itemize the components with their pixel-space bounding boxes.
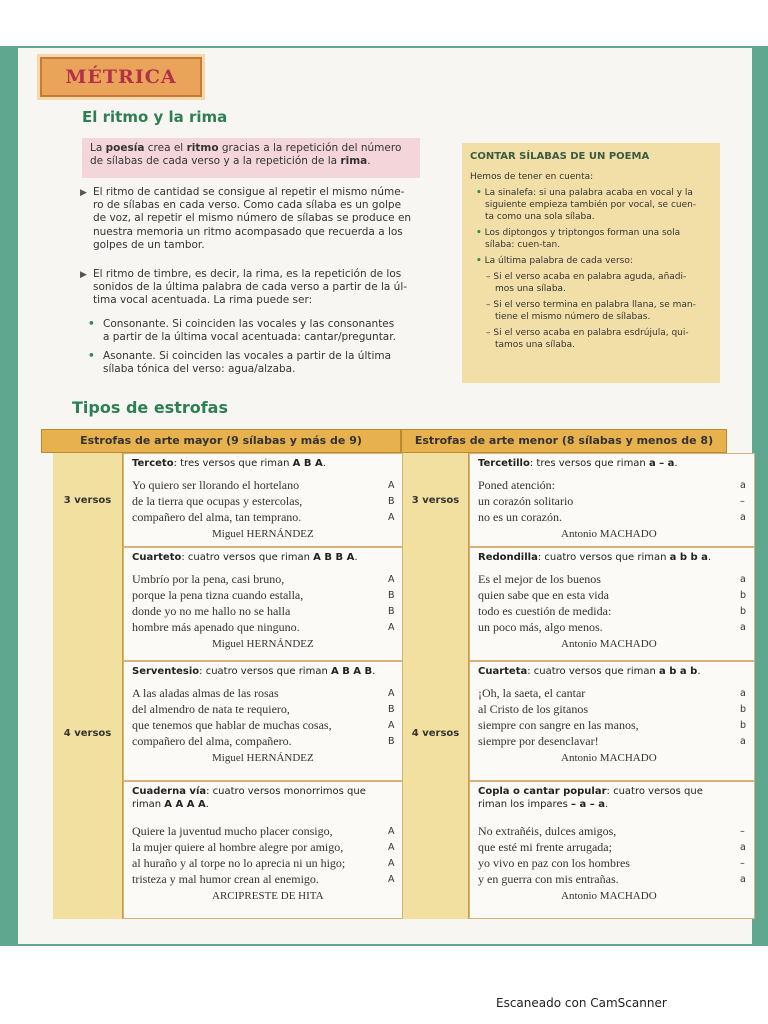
stanza-cell (469, 453, 755, 547)
verse-line: al huraño y al torpe no lo aprecia ni un higo; (132, 856, 346, 870)
sidebox-subitem: – Si el verso termina en palabra llana, se man- tiene el mismo número de sílabas. (486, 300, 696, 322)
rhyme-mark: a (740, 622, 746, 633)
stanza-cell (469, 547, 755, 661)
paragraph-line: a partir de la última vocal acentuada: cantar/preguntar. (103, 331, 396, 344)
intro-text: La (90, 142, 106, 154)
verse-line: que esté mi frente arrugada; (478, 840, 612, 854)
row-label-3-versos-right: 3 versos (403, 453, 469, 547)
sidebox-line: ta como una sola sílaba. (485, 212, 595, 222)
paragraph-line: nuestra memoria un ritmo acompasado que recuerda a los (93, 225, 403, 238)
stanza-desc: riman los impares (478, 799, 571, 810)
rhyme-mark: A (388, 574, 395, 585)
sidebox-line: Si el verso termina en palabra llana, se man- (493, 300, 696, 310)
intro-box (82, 138, 420, 178)
author: Antonio MACHADO (561, 890, 657, 902)
stanza-desc: : cuatro versos monorrimos que (206, 786, 366, 797)
rhyme-mark: B (388, 704, 395, 715)
verse-line: ¡Oh, la saeta, el cantar (478, 686, 586, 700)
rhyme-mark: – (740, 858, 745, 869)
verse-line: no es un corazón. (478, 510, 562, 524)
rhyme-scheme: a b b a (669, 552, 708, 563)
paragraph-line: El ritmo de cantidad se consigue al repetir el mismo núme- (93, 186, 405, 198)
stanza-name: Copla o cantar popular (478, 786, 607, 797)
verse-line: la mujer quiere al hombre alegre por amigo, (132, 840, 344, 854)
sidebox-line: siguiente empieza también por vocal, se cuen- (485, 200, 697, 210)
stanza-cell (123, 453, 403, 547)
stanza-name: Tercetillo (478, 458, 530, 469)
intro-line-1 (90, 142, 412, 155)
intro-bold: rima (340, 155, 368, 167)
verse-line: yo vivo en paz con los hombres (478, 856, 630, 870)
rhyme-mark: A (388, 842, 395, 853)
sidebox-line: sílaba: cuen-tan. (485, 240, 561, 250)
rhyme-mark: b (740, 606, 747, 617)
section-badge (40, 57, 202, 97)
bullet-dot-icon: • (476, 228, 482, 238)
paragraph-line: ro de sílabas en cada verso. Como cada sílaba es un golpe (93, 199, 402, 212)
stanza-cell (469, 781, 755, 919)
stanza-name: Serventesio (132, 666, 200, 677)
rhyme-scheme: A B B A (313, 552, 355, 563)
stanza-cell (123, 661, 403, 781)
stanza-name: Terceto (132, 458, 174, 469)
badge-label: MÉTRICA (65, 66, 177, 88)
verse-line: porque la pena tizna cuando estalla, (132, 588, 304, 602)
rhyme-scheme: A B A B (330, 666, 373, 677)
intro-text: de sílabas de cada verso y a la repetición de la (90, 155, 341, 167)
intro-bold: poesía (105, 142, 145, 154)
rima-asonante (88, 350, 438, 376)
rhyme-mark: A (388, 512, 395, 523)
rima-consonante (88, 318, 438, 344)
author: Antonio MACHADO (561, 752, 657, 764)
rhyme-mark: – (740, 826, 745, 837)
scanner-watermark: Escaneado con CamScanner (496, 996, 667, 1010)
table-header-arte-menor: Estrofas de arte menor (8 sílabas y menos de 8) (401, 429, 727, 453)
stanza-title (132, 785, 396, 811)
verse-line: Quiere la juventud mucho placer consigo, (132, 824, 333, 838)
verse-line: al Cristo de los gitanos (478, 702, 588, 716)
author: Antonio MACHADO (561, 638, 657, 650)
verse-line: donde yo no me hallo no se halla (132, 604, 291, 618)
stanza-name: Cuarteto (132, 552, 182, 563)
verse-line: Poned atención: (478, 478, 555, 492)
verse-line: quien sabe que en esta vida (478, 588, 609, 602)
stanza-title (132, 551, 396, 564)
section-title: Tipos de estrofas (72, 398, 228, 417)
rhyme-scheme: A B A (292, 458, 323, 469)
author: Miguel HERNÁNDEZ (212, 638, 314, 650)
stanza-desc-end: . (674, 458, 678, 469)
sidebox-subitem: – Si el verso acaba en palabra esdrújula, qui- tamos una sílaba. (486, 328, 689, 350)
sidebox-bullet (476, 187, 712, 223)
row-label-3-versos: 3 versos (53, 453, 123, 547)
paragraph-line: Asonante. Si coinciden las vocales a partir de la última (103, 350, 392, 362)
verse-line: hombre más apenado que ninguno. (132, 620, 300, 634)
bullet-dot-icon: • (88, 318, 95, 330)
verse-line: compañero del alma, compañero. (132, 734, 292, 748)
rhyme-mark: A (388, 826, 395, 837)
verse-line: y en guerra con mis entrañas. (478, 872, 619, 886)
intro-text: crea el (144, 142, 187, 154)
rhyme-mark: a (740, 480, 746, 491)
verse-line: compañero del alma, tan temprano. (132, 510, 302, 524)
row-label-4-versos-right: 4 versos (403, 547, 469, 919)
stanza-name: Redondilla (478, 552, 538, 563)
stanza-types-table (41, 429, 757, 919)
rhyme-scheme: – a – a (571, 799, 605, 810)
rhyme-mark: A (388, 874, 395, 885)
stanza-desc: : tres versos que riman (529, 458, 649, 469)
sidebox-bullet (476, 255, 712, 267)
rhyme-mark: a (740, 512, 746, 523)
paragraph-ritmo-timbre (80, 268, 440, 308)
bullet-dot-icon: • (476, 256, 482, 266)
rhyme-mark: – (740, 496, 745, 507)
stanza-desc: : tres versos que riman (173, 458, 293, 469)
rhyme-scheme: a – a (648, 458, 675, 469)
rhyme-mark: a (740, 736, 746, 747)
stanza-desc-end: . (354, 552, 358, 563)
triangle-bullet-icon: ▶ (80, 188, 87, 198)
rhyme-mark: A (388, 622, 395, 633)
rhyme-mark: b (740, 720, 747, 731)
verse-line: que tenemos que hablar de muchas cosas, (132, 718, 332, 732)
verse-line: un corazón solitario (478, 494, 574, 508)
triangle-bullet-icon: ▶ (80, 270, 87, 280)
rhyme-scheme: a b a b (659, 666, 698, 677)
stanza-title (478, 785, 748, 811)
stanza-name: Cuarteta (478, 666, 528, 677)
sidebox-line: Si el verso acaba en palabra aguda, añadi- (493, 272, 687, 282)
verse-line: tristeza y mal humor crean al enemigo. (132, 872, 319, 886)
rhyme-mark: A (388, 720, 395, 731)
stanza-cell (123, 547, 403, 661)
verse-line: Yo quiero ser llorando el hortelano (132, 478, 300, 492)
author: Miguel HERNÁNDEZ (212, 528, 314, 540)
stanza-desc: : cuatro versos que (606, 786, 703, 797)
rhyme-mark: a (740, 574, 746, 585)
sidebox-title: CONTAR SÍLABAS DE UN POEMA (470, 151, 650, 162)
paragraph-ritmo-cantidad (80, 186, 440, 252)
verse-line: de la tierra que ocupas y estercolas, (132, 494, 303, 508)
stanza-desc: riman (132, 799, 165, 810)
stanza-desc-end: . (322, 458, 326, 469)
rhyme-mark: A (388, 858, 395, 869)
stanza-title (478, 665, 748, 678)
bullet-dot-icon: • (88, 350, 95, 362)
rhyme-mark: A (388, 480, 395, 491)
stanza-desc-end: . (205, 799, 209, 810)
syllable-count-box (462, 143, 720, 383)
rhyme-mark: B (388, 496, 395, 507)
paragraph-line: de voz, al repetir el mismo número de sílabas se produce en (93, 212, 412, 225)
verse-line: A las aladas almas de las rosas (132, 686, 279, 700)
verse-line: Umbrío por la pena, casi bruno, (132, 572, 285, 586)
sidebox-line: La sinalefa: si una palabra acaba en vocal y la (484, 188, 693, 198)
rhyme-mark: a (740, 874, 746, 885)
stanza-desc-end: . (707, 552, 712, 563)
intro-bold: ritmo (186, 142, 219, 154)
stanza-cell (469, 661, 755, 781)
stanza-desc: : cuatro versos que riman (537, 552, 670, 563)
author: ARCIPRESTE DE HITA (212, 890, 324, 902)
paragraph-line: tima vocal acentuada. La rima puede ser: (93, 294, 313, 307)
paragraph-line: golpes de un tambor. (93, 238, 205, 251)
page-title: El ritmo y la rima (82, 108, 228, 126)
stanza-title (478, 457, 748, 470)
paragraph-line: Consonante. Si coinciden las vocales y las consonantes (103, 318, 395, 330)
table-header-arte-mayor: Estrofas de arte mayor (9 sílabas y más de 9) (41, 429, 401, 453)
stanza-desc: : cuatro versos que riman (181, 552, 314, 563)
sidebox-line: Los diptongos y triptongos forman una sola (484, 228, 681, 238)
verse-line: del almendro de nata te requiero, (132, 702, 290, 716)
intro-line-2 (90, 155, 412, 168)
author: Antonio MACHADO (561, 528, 657, 540)
stanza-name: Cuaderna vía (132, 786, 207, 797)
verse-line: un poco más, algo menos. (478, 620, 603, 634)
row-label-4-versos: 4 versos (53, 547, 123, 919)
sidebox-bullet (476, 227, 712, 251)
verse-line: todo es cuestión de medida: (478, 604, 612, 618)
stanza-title (132, 457, 396, 470)
rhyme-mark: B (388, 590, 395, 601)
stanza-title (478, 551, 748, 564)
bullet-dot-icon: • (476, 188, 482, 198)
verse-line: siempre con sangre en las manos, (478, 718, 639, 732)
author: Miguel HERNÁNDEZ (212, 752, 314, 764)
intro-text: . (367, 155, 371, 167)
rhyme-mark: b (740, 704, 747, 715)
sidebox-line: tamos una sílaba. (495, 340, 575, 350)
rhyme-mark: B (388, 606, 395, 617)
stanza-desc-end: . (697, 666, 701, 677)
verse-line: Es el mejor de los buenos (478, 572, 601, 586)
rhyme-mark: b (740, 590, 747, 601)
paragraph-line: El ritmo de timbre, es decir, la rima, es la repetición de los (93, 268, 402, 280)
verse-line: No extrañéis, dulces amigos, (478, 824, 617, 838)
verse-line: siempre por desenclavar! (478, 734, 599, 748)
stanza-cell (123, 781, 403, 919)
paragraph-line: sonidos de la última palabra de cada verso a partir de la úl- (93, 281, 408, 294)
stanza-title (132, 665, 396, 678)
paragraph-line: sílaba tónica del verso: agua/alzaba. (103, 363, 296, 376)
sidebox-subitem: – Si el verso acaba en palabra aguda, añadi- mos una sílaba. (486, 272, 687, 294)
sidebox-line: mos una sílaba. (495, 284, 566, 294)
sidebox-line: La última palabra de cada verso: (484, 256, 633, 266)
rhyme-mark: A (388, 688, 395, 699)
intro-text: gracias a la repetición del número (218, 142, 402, 154)
sidebox-line: Si el verso acaba en palabra esdrújula, qui- (493, 328, 689, 338)
stanza-desc: : cuatro versos que riman (199, 666, 331, 677)
stanza-desc: : cuatro versos que riman (527, 666, 660, 677)
rhyme-mark: a (740, 842, 746, 853)
stanza-desc-end: . (604, 799, 609, 810)
sidebox-line: tiene el mismo número de sílabas. (495, 312, 651, 322)
stanza-desc-end: . (372, 666, 376, 677)
sidebox-lead: Hemos de tener en cuenta: (470, 172, 594, 182)
rhyme-scheme: A A A A (164, 799, 206, 810)
rhyme-mark: B (388, 736, 395, 747)
rhyme-mark: a (740, 688, 746, 699)
